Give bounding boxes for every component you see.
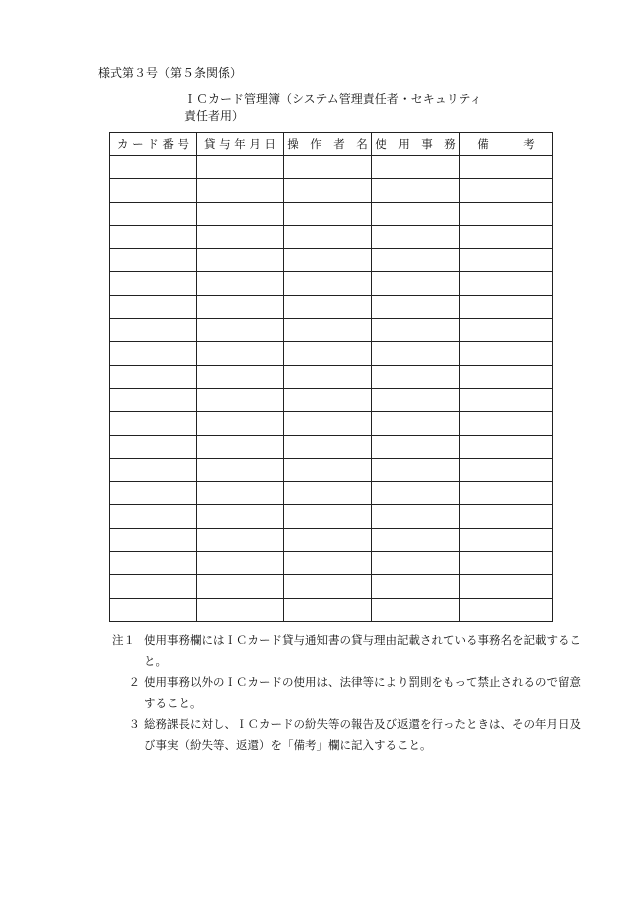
table-header-row [110, 133, 553, 156]
header-operator-name: 操 作 者 名 [284, 133, 372, 156]
cell-operator-name [284, 598, 372, 621]
cell-lend-date [197, 249, 284, 272]
note-item [112, 630, 582, 672]
table-row [110, 342, 553, 365]
cell-remarks [460, 575, 553, 598]
cell-operator-name [284, 412, 372, 435]
cell-lend-date [197, 156, 284, 179]
cell-remarks [460, 225, 553, 248]
cell-lend-date [197, 202, 284, 225]
note-text: 使用事務欄にはＩＣカード貸与通知書の貸与理由記載されている事務名を記載すること。 [144, 633, 581, 668]
cell-card-number [110, 295, 197, 318]
cell-lend-date [197, 342, 284, 365]
cell-usage-task [372, 295, 460, 318]
cell-usage-task [372, 435, 460, 458]
table-row [110, 249, 553, 272]
cell-lend-date [197, 598, 284, 621]
form-number: 様式第３号（第５条関係） [98, 66, 243, 80]
cell-lend-date [197, 435, 284, 458]
cell-operator-name [284, 179, 372, 202]
cell-usage-task [372, 365, 460, 388]
header-card-number: カ ー ド 番 号 [110, 133, 197, 156]
cell-remarks [460, 249, 553, 272]
table-row [110, 156, 553, 179]
note-number: 注１ [112, 633, 135, 647]
cell-lend-date [197, 319, 284, 342]
cell-usage-task [372, 225, 460, 248]
cell-card-number [110, 319, 197, 342]
cell-operator-name [284, 342, 372, 365]
cell-lend-date [197, 179, 284, 202]
cell-remarks [460, 435, 553, 458]
cell-card-number [110, 342, 197, 365]
cell-operator-name [284, 225, 372, 248]
cell-remarks [460, 412, 553, 435]
cell-card-number [110, 202, 197, 225]
cell-lend-date [197, 482, 284, 505]
cell-remarks [460, 156, 553, 179]
cell-remarks [460, 482, 553, 505]
cell-card-number [110, 412, 197, 435]
cell-usage-task [372, 458, 460, 481]
cell-lend-date [197, 458, 284, 481]
cell-usage-task [372, 319, 460, 342]
cell-lend-date [197, 388, 284, 411]
cell-card-number [110, 225, 197, 248]
table-row [110, 505, 553, 528]
table-row [110, 202, 553, 225]
cell-operator-name [284, 435, 372, 458]
cell-remarks [460, 552, 553, 575]
cell-usage-task [372, 598, 460, 621]
cell-operator-name [284, 272, 372, 295]
table-row [110, 295, 553, 318]
table-row [110, 272, 553, 295]
table-row [110, 552, 553, 575]
cell-operator-name [284, 458, 372, 481]
cell-usage-task [372, 505, 460, 528]
cell-card-number [110, 458, 197, 481]
table-row [110, 435, 553, 458]
cell-lend-date [197, 412, 284, 435]
cell-operator-name [284, 202, 372, 225]
table-row [110, 528, 553, 551]
cell-usage-task [372, 482, 460, 505]
header-usage-task: 使 用 事 務 [372, 133, 460, 156]
cell-remarks [460, 295, 553, 318]
table-row [110, 225, 553, 248]
cell-lend-date [197, 505, 284, 528]
cell-usage-task [372, 156, 460, 179]
cell-usage-task [372, 388, 460, 411]
note-text: 使用事務以外のＩＣカードの使用は、法律等により罰則をもって禁止されるので留意すること。 [144, 675, 581, 710]
cell-card-number [110, 505, 197, 528]
table-row [110, 412, 553, 435]
cell-operator-name [284, 249, 372, 272]
cell-card-number [110, 435, 197, 458]
cell-card-number [110, 272, 197, 295]
cell-usage-task [372, 272, 460, 295]
header-lend-date: 貸 与 年 月 日 [197, 133, 284, 156]
cell-remarks [460, 388, 553, 411]
title-line-2: 責任者用） [184, 109, 245, 123]
cell-remarks [460, 505, 553, 528]
cell-usage-task [372, 249, 460, 272]
cell-operator-name [284, 505, 372, 528]
cell-operator-name [284, 552, 372, 575]
table-row [110, 482, 553, 505]
cell-remarks [460, 202, 553, 225]
cell-operator-name [284, 528, 372, 551]
cell-remarks [460, 319, 553, 342]
cell-card-number [110, 552, 197, 575]
document-title [184, 91, 482, 125]
notes-section [112, 630, 582, 756]
cell-remarks [460, 272, 553, 295]
cell-card-number [110, 575, 197, 598]
note-item [112, 714, 582, 756]
table-row [110, 365, 553, 388]
cell-remarks [460, 458, 553, 481]
table-row [110, 458, 553, 481]
cell-lend-date [197, 552, 284, 575]
cell-operator-name [284, 575, 372, 598]
table-row [110, 388, 553, 411]
title-line-1: ＩＣカード管理簿（システム管理責任者・セキュリティ [184, 92, 482, 106]
cell-card-number [110, 482, 197, 505]
cell-card-number [110, 179, 197, 202]
cell-lend-date [197, 365, 284, 388]
cell-operator-name [284, 482, 372, 505]
cell-usage-task [372, 202, 460, 225]
table-body [110, 156, 553, 622]
cell-card-number [110, 365, 197, 388]
table-row [110, 319, 553, 342]
note-text: 総務課長に対し、ＩＣカードの紛失等の報告及び返還を行ったときは、その年月日及び事実（紛失等、返還）を「備考」欄に記入すること。 [144, 717, 581, 752]
cell-card-number [110, 598, 197, 621]
table-row [110, 179, 553, 202]
cell-remarks [460, 598, 553, 621]
header-remarks: 備 考 [460, 133, 553, 156]
table-row [110, 598, 553, 621]
cell-lend-date [197, 575, 284, 598]
cell-usage-task [372, 552, 460, 575]
cell-usage-task [372, 179, 460, 202]
note-item [112, 672, 582, 714]
note-number: ３ [128, 717, 140, 731]
note-number: ２ [128, 675, 140, 689]
cell-usage-task [372, 342, 460, 365]
cell-card-number [110, 249, 197, 272]
ic-card-ledger-table [109, 132, 553, 622]
cell-operator-name [284, 156, 372, 179]
cell-usage-task [372, 528, 460, 551]
cell-lend-date [197, 528, 284, 551]
cell-card-number [110, 528, 197, 551]
cell-card-number [110, 388, 197, 411]
cell-operator-name [284, 365, 372, 388]
cell-remarks [460, 342, 553, 365]
cell-lend-date [197, 225, 284, 248]
cell-operator-name [284, 295, 372, 318]
cell-lend-date [197, 272, 284, 295]
table-row [110, 575, 553, 598]
cell-remarks [460, 179, 553, 202]
cell-card-number [110, 156, 197, 179]
cell-lend-date [197, 295, 284, 318]
cell-usage-task [372, 575, 460, 598]
cell-remarks [460, 528, 553, 551]
cell-remarks [460, 365, 553, 388]
cell-usage-task [372, 412, 460, 435]
cell-operator-name [284, 319, 372, 342]
cell-operator-name [284, 388, 372, 411]
